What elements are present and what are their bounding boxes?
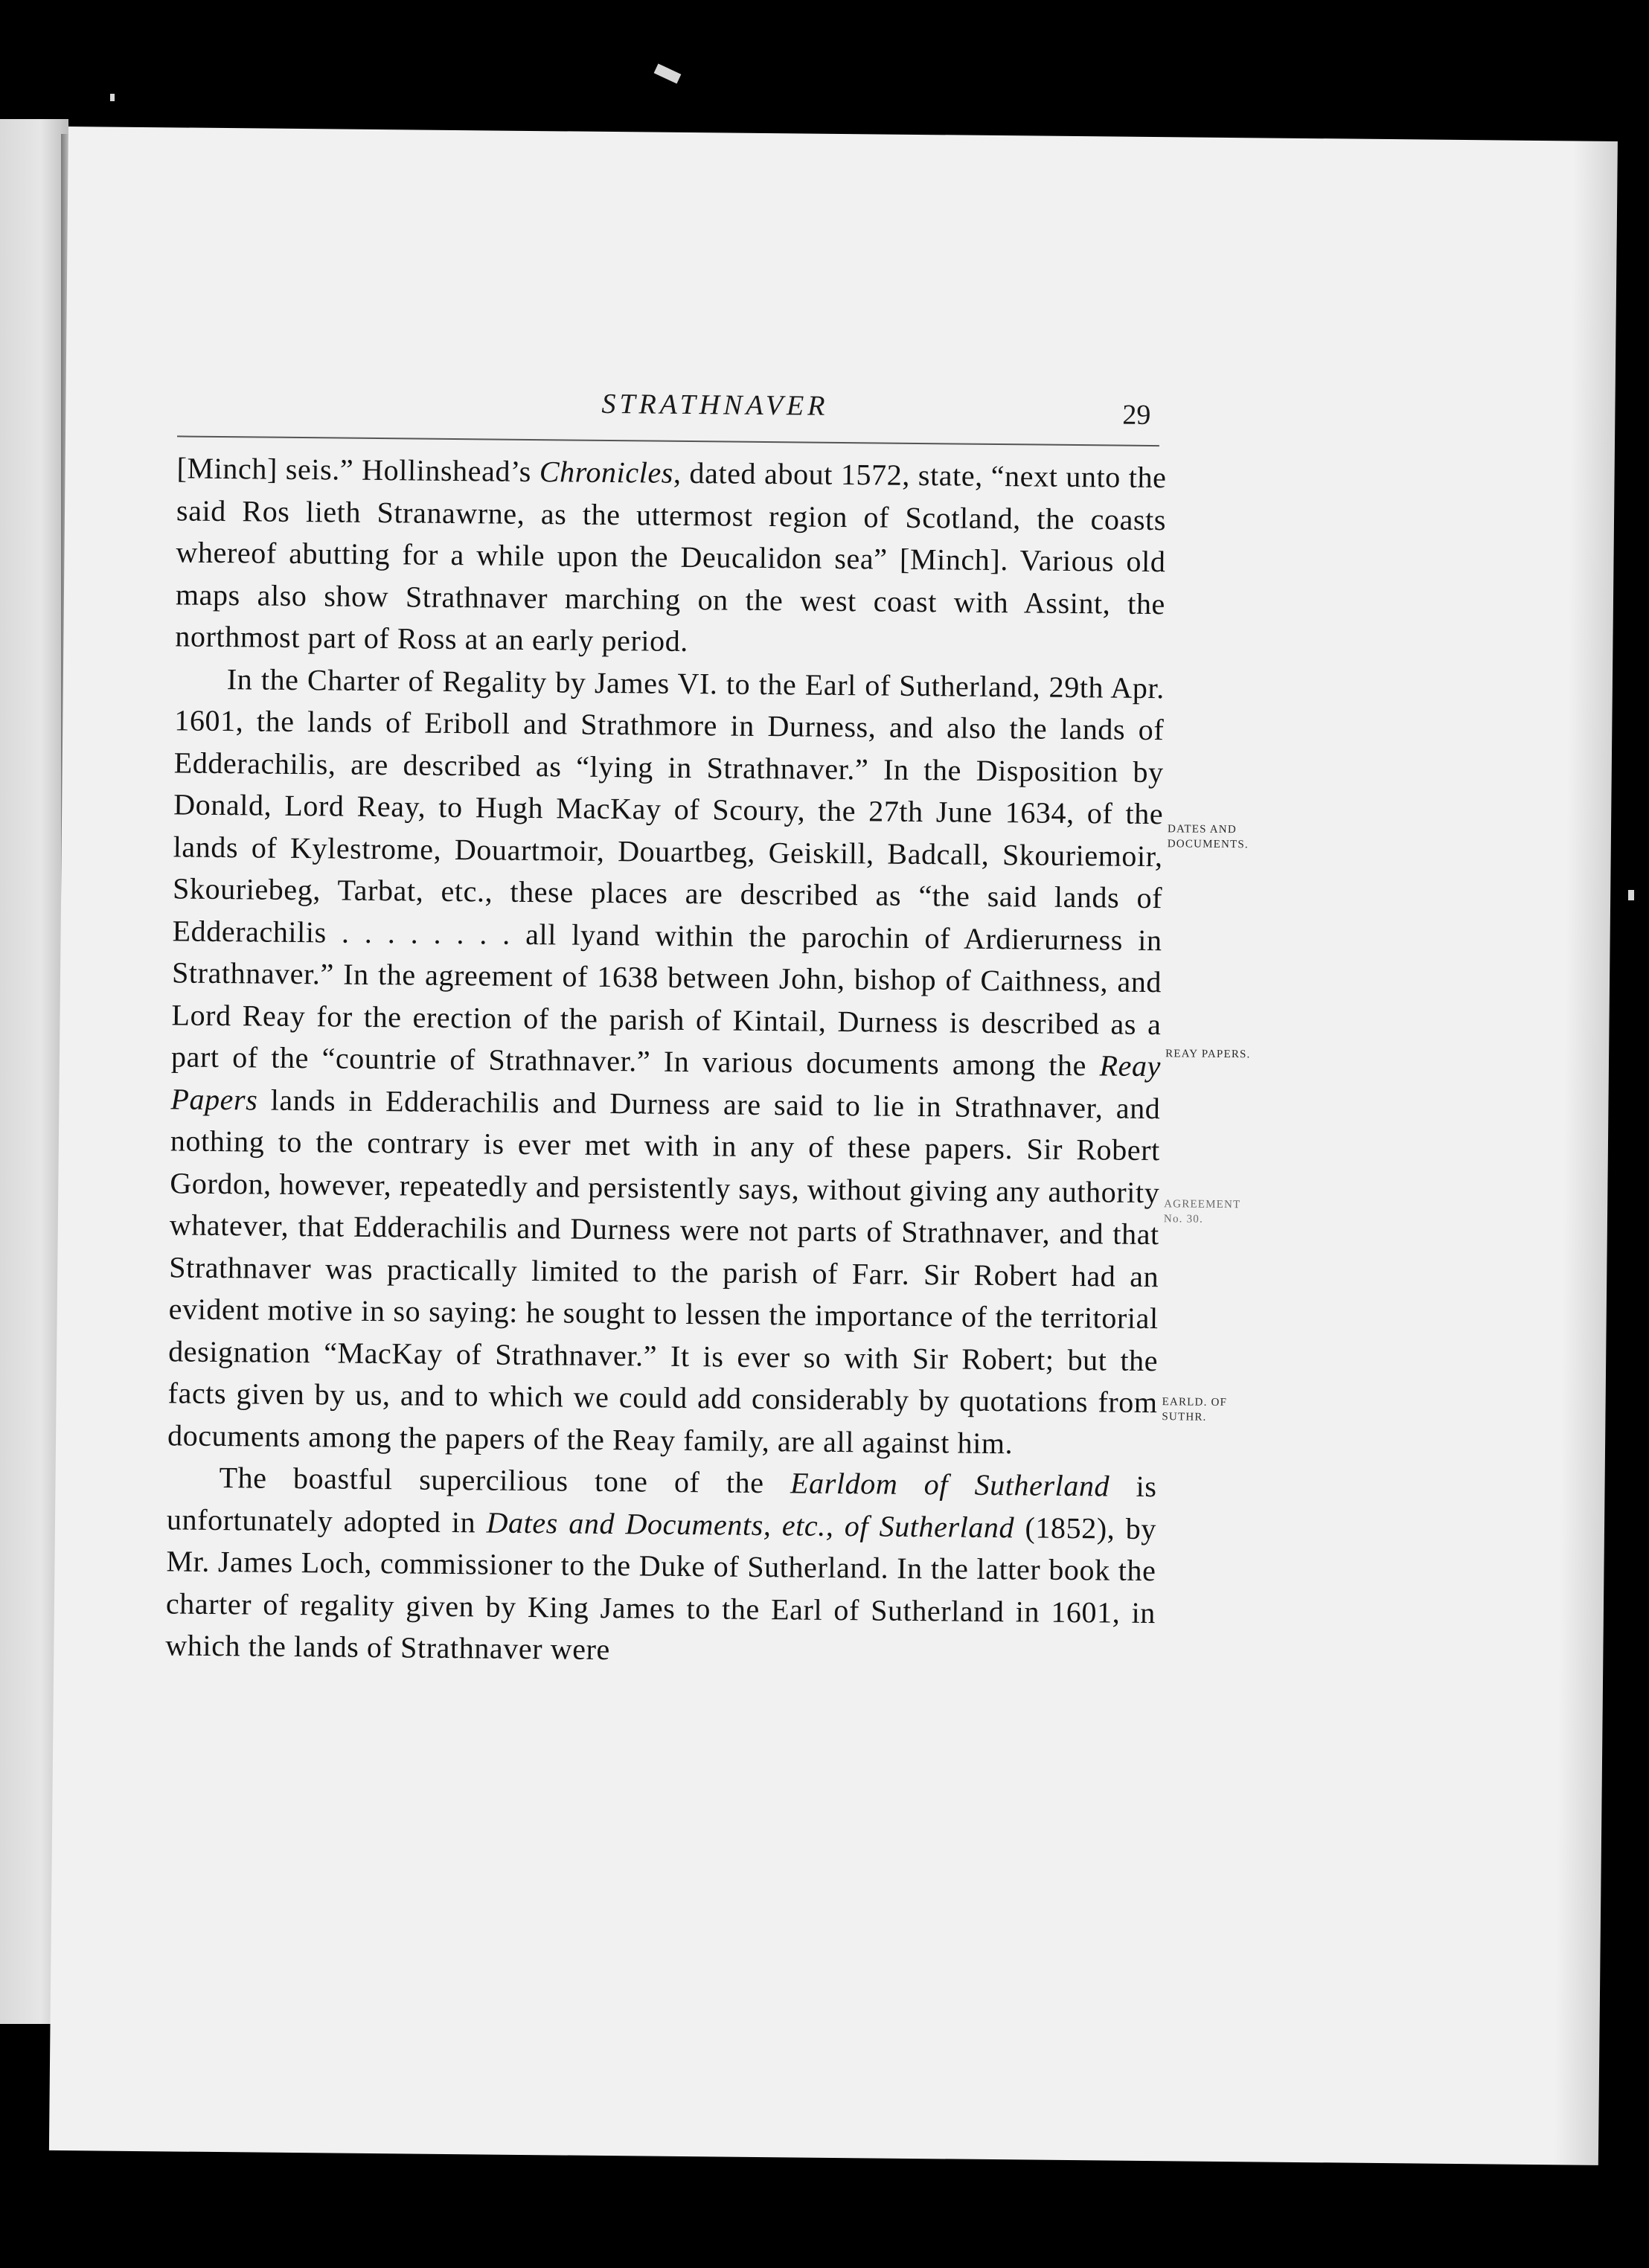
body-text xyxy=(165,447,1167,1676)
margin-note-line: REAY PAPERS. xyxy=(1165,1048,1251,1061)
paragraph xyxy=(167,658,1165,1466)
page-number: 29 xyxy=(1122,399,1151,431)
paragraph xyxy=(165,1456,1157,1676)
margin-note-line: AGREEMENT xyxy=(1164,1198,1241,1211)
page-title: STRATHNAVER xyxy=(601,388,829,422)
margin-note-dates-and-documents xyxy=(1168,821,1294,853)
margin-note-agreement xyxy=(1164,1197,1290,1228)
text-run: The boastful supercilious tone of the xyxy=(219,1461,791,1500)
margin-note-line: DOCUMENTS. xyxy=(1167,838,1249,851)
italic-text: Chronicles xyxy=(539,455,674,490)
text-run: , dated about 1572, state, “next unto the said Ros lieth Stranawrne, as the uttermost region of Scotland, the coasts whereof abutting for a while upon the Deucalidon sea” [Minch]. Various old maps also show Strathnaver marching on the west coast with Assint, the northmost part of Ross at an early period. xyxy=(175,455,1167,659)
paragraph xyxy=(175,447,1167,667)
margin-note-line: No. 30. xyxy=(1163,1213,1204,1226)
margin-note-line: SUTHR. xyxy=(1162,1411,1207,1423)
margin-note-reay-papers xyxy=(1165,1046,1292,1063)
header-rule xyxy=(177,435,1159,446)
running-head xyxy=(192,384,1160,438)
dust-speck xyxy=(654,63,682,83)
text-run: is unfortunately adopted in xyxy=(166,1469,1157,1539)
page-edge-shadow xyxy=(1554,141,1618,2165)
text-run: (1852), by Mr. James Loch, commissioner to the Duke of Sutherland. In the latter book the charter of regality given by King James to the Earl of Sutherland in 1601, in which the lands of Strathnaver were xyxy=(165,1510,1157,1667)
text-run: lands in Edderachilis and Durness are said to lie in Strathnaver, and nothing to the contrary is ever met with in any of these papers. Sir Robert Gordon, however, repeatedly and persistently says, without giving any authority whatever, that Edderachilis and Durness were not parts of Strathnaver, and that Strathnaver was practically limited to the parish of Farr. Sir Robert had an evident motive in so saying: he sought to lessen the importance of the territorial designation “MacKay of Strathnaver.” It is ever so with Sir Robert; but the facts given by us, and to which we could add considerably by quotations from documents among the papers of the Reay family, are all against him. xyxy=(167,1083,1161,1460)
dust-speck xyxy=(110,94,115,101)
text-run: [Minch] seis.” Hollinshead’s xyxy=(176,451,540,489)
italic-text: Reay Papers xyxy=(170,1048,1162,1117)
dust-speck xyxy=(1628,890,1634,900)
margin-note-earldom xyxy=(1162,1394,1288,1426)
text-run: In the Charter of Regality by James VI. to the Earl of Sutherland, 29th Apr. 1601, the lands of Eriboll and Strathmore in Durness, and also the lands of Edderachilis, are described as “lying in Strathnaver.” In the Disposition by Donald, Lord Reay, to Hugh MacKay of Scoury, the 27th June 1634, of the lands of Kylestrome, Douartmoir, Douartbeg, Geiskill, Badcall, Skouriemoir, Skouriebeg, Tarbat, etc., these places are described as “the said lands of Edderachilis . . . . . . . . all lyand within the parochin of Ardierurness in Strathnaver.” In the agreement of 1638 between John, bishop of Caithness, and Lord Reay for the erection of the parish of Kintail, Durness is described as a part of the “countrie of Strathnaver.” In various documents among the xyxy=(170,662,1165,1083)
italic-text: Dates and Documents, etc., of Sutherland xyxy=(486,1505,1015,1544)
margin-note-line: EARLD. OF xyxy=(1162,1396,1228,1409)
margin-note-line: DATES AND xyxy=(1167,823,1237,836)
book-page xyxy=(49,126,1618,2165)
italic-text: Earldom of Sutherland xyxy=(790,1466,1110,1503)
